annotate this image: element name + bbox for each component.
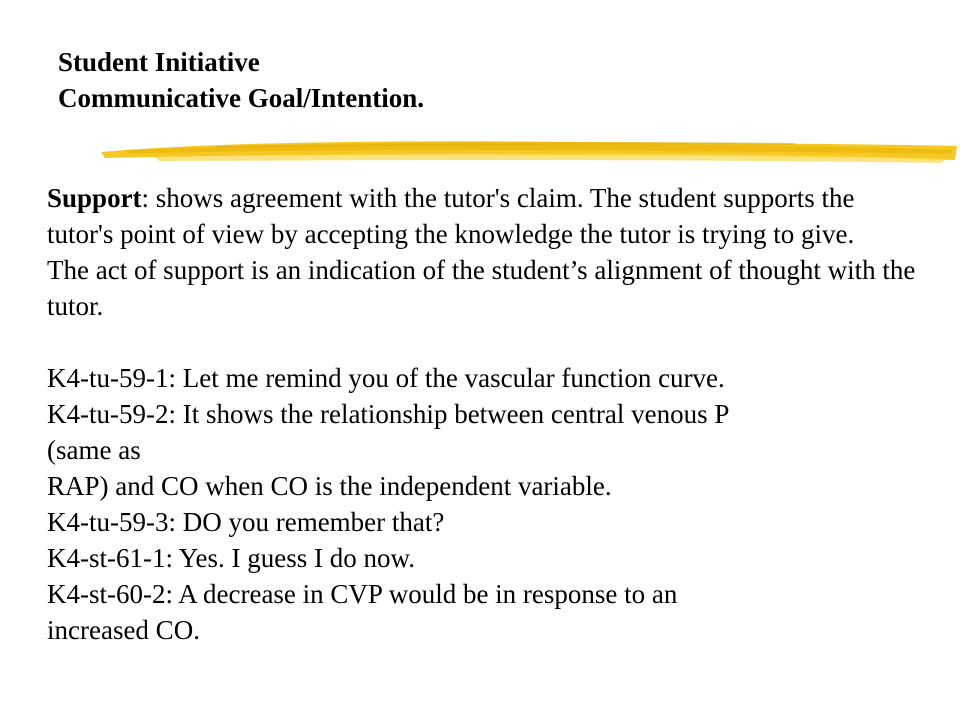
- title-line-1: Student Initiative: [58, 47, 260, 77]
- support-term: Support: [47, 183, 142, 213]
- support-note: The act of support is an indication of the student’s alignment of thought with the tutor.: [47, 255, 916, 321]
- paragraph-gap: [47, 324, 927, 360]
- dialogue-excerpt: [47, 360, 927, 648]
- dialogue-line: K4-tu-59-1: Let me remind you of the vascular function curve.: [47, 363, 725, 393]
- yellow-brush-stroke: [95, 130, 960, 180]
- slide-body: [47, 180, 927, 648]
- dialogue-line: RAP) and CO when CO is the independent variable.: [47, 471, 612, 501]
- dialogue-line: K4-tu-59-2: It shows the relationship between central venous P: [47, 399, 730, 429]
- dialogue-line: (same as: [47, 435, 141, 465]
- support-definition-text: : shows agreement with the tutor's claim. The student supports the tutor's point of view by accepting the knowledge the tutor is trying to give.: [47, 183, 855, 249]
- dialogue-line: K4-st-61-1: Yes. I guess I do now.: [47, 543, 415, 573]
- dialogue-line: K4-tu-59-3: DO you remember that?: [47, 507, 445, 537]
- dialogue-line: increased CO.: [47, 615, 200, 645]
- dialogue-line: K4-st-60-2: A decrease in CVP would be in response to an: [47, 579, 678, 609]
- slide-title: [58, 44, 424, 116]
- support-definition-paragraph: [47, 180, 927, 252]
- title-line-2: Communicative Goal/Intention.: [58, 83, 425, 113]
